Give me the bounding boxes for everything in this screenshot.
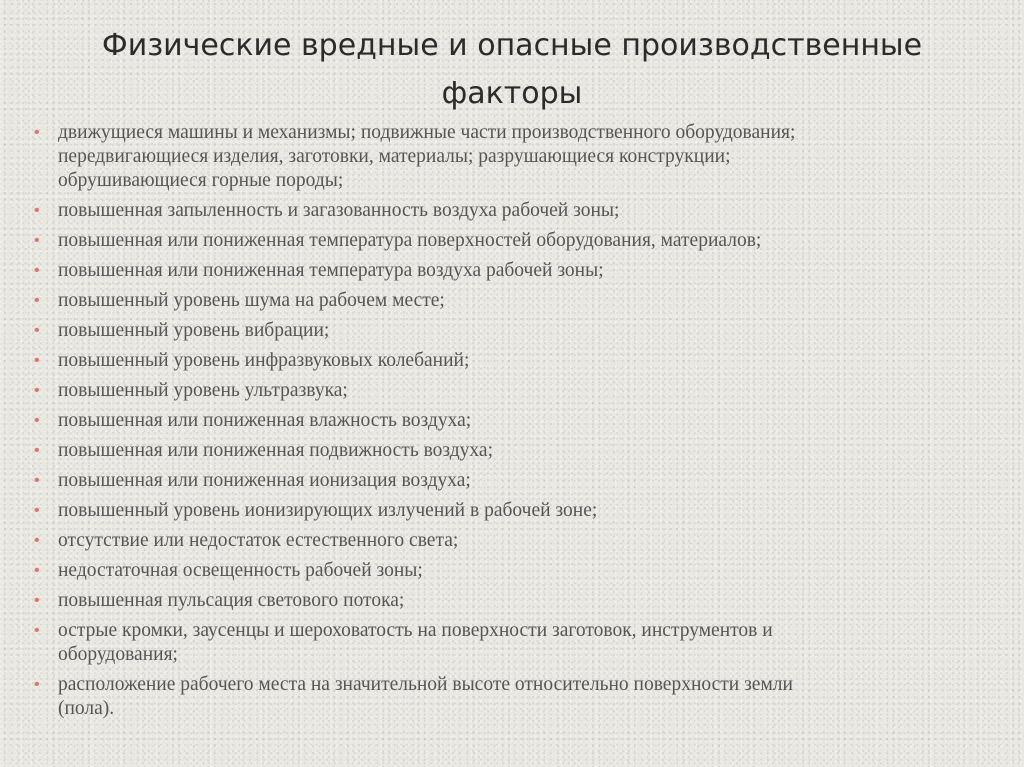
list-item-text: движущиеся машины и механизмы; подвижные части производственного оборудования; передвигающиеся изделия, заготовки, материалы; разрушающиеся конструкции; обрушивающиеся горные породы; [58,122,796,191]
bullet-icon: • [34,202,40,219]
bullet-icon: • [34,532,40,549]
bullet-icon: • [34,232,40,249]
list-item [34,469,1024,493]
list-item-text: повышенная запыленность и загазованность воздуха рабочей зоны; [58,200,620,221]
list-item [34,499,1024,523]
list-item [34,619,1024,667]
list-item-text: повышенная или пониженная подвижность воздуха; [58,440,493,461]
list-item-text: повышенный уровень ультразвука; [58,380,348,401]
list-item-text: повышенная или пониженная ионизация воздуха; [58,470,471,491]
bullet-icon: • [34,502,40,519]
list-item [34,259,1024,283]
bullet-icon: • [34,382,40,399]
list-item [34,121,1024,193]
list-item [34,409,1024,433]
list-item-text: повышенная пульсация светового потока; [58,590,405,611]
bullet-icon: • [34,562,40,579]
bullet-icon: • [34,592,40,609]
list-item [34,349,1024,373]
slide-title: Физические вредные и опасные производственные факторы [101,28,923,111]
list-item [34,589,1024,613]
list-item-text: повышенный уровень шума на рабочем месте; [58,290,445,311]
bullet-icon: • [34,322,40,339]
list-item-text: отсутствие или недостаток естественного света; [58,530,459,551]
list-item [34,379,1024,403]
bullet-icon: • [34,412,40,429]
bullet-icon: • [34,292,40,309]
list-item-text: недостаточная освещенность рабочей зоны; [58,560,423,581]
list-item [34,289,1024,313]
list-item-text: повышенный уровень ионизирующих излучений в рабочей зоне; [58,500,598,521]
factors-list [34,121,1024,727]
list-item-text: повышенная или пониженная влажность воздуха; [58,410,472,431]
list-item [34,439,1024,463]
bullet-icon: • [34,442,40,459]
list-item [34,319,1024,343]
list-item-text: острые кромки, заусенцы и шероховатость на поверхности заготовок, инструментов и оборудования; [58,620,773,665]
list-item-text: повышенная или пониженная температура поверхностей оборудования, материалов; [58,230,762,251]
list-item [34,199,1024,223]
list-item-text: расположение рабочего места на значительной высоте относительно поверхности земли (пола). [58,674,793,719]
bullet-icon: • [34,472,40,489]
bullet-icon: • [34,124,40,141]
bullet-icon: • [34,352,40,369]
list-item [34,229,1024,253]
list-item [34,529,1024,553]
list-item-text: повышенная или пониженная температура воздуха рабочей зоны; [58,260,604,281]
bullet-icon: • [34,676,40,693]
bullet-icon: • [34,622,40,639]
list-item-text: повышенный уровень вибрации; [58,320,330,341]
list-item [34,559,1024,583]
bullet-icon: • [34,262,40,279]
list-item [34,673,1024,721]
list-item-text: повышенный уровень инфразвуковых колебаний; [58,350,470,371]
